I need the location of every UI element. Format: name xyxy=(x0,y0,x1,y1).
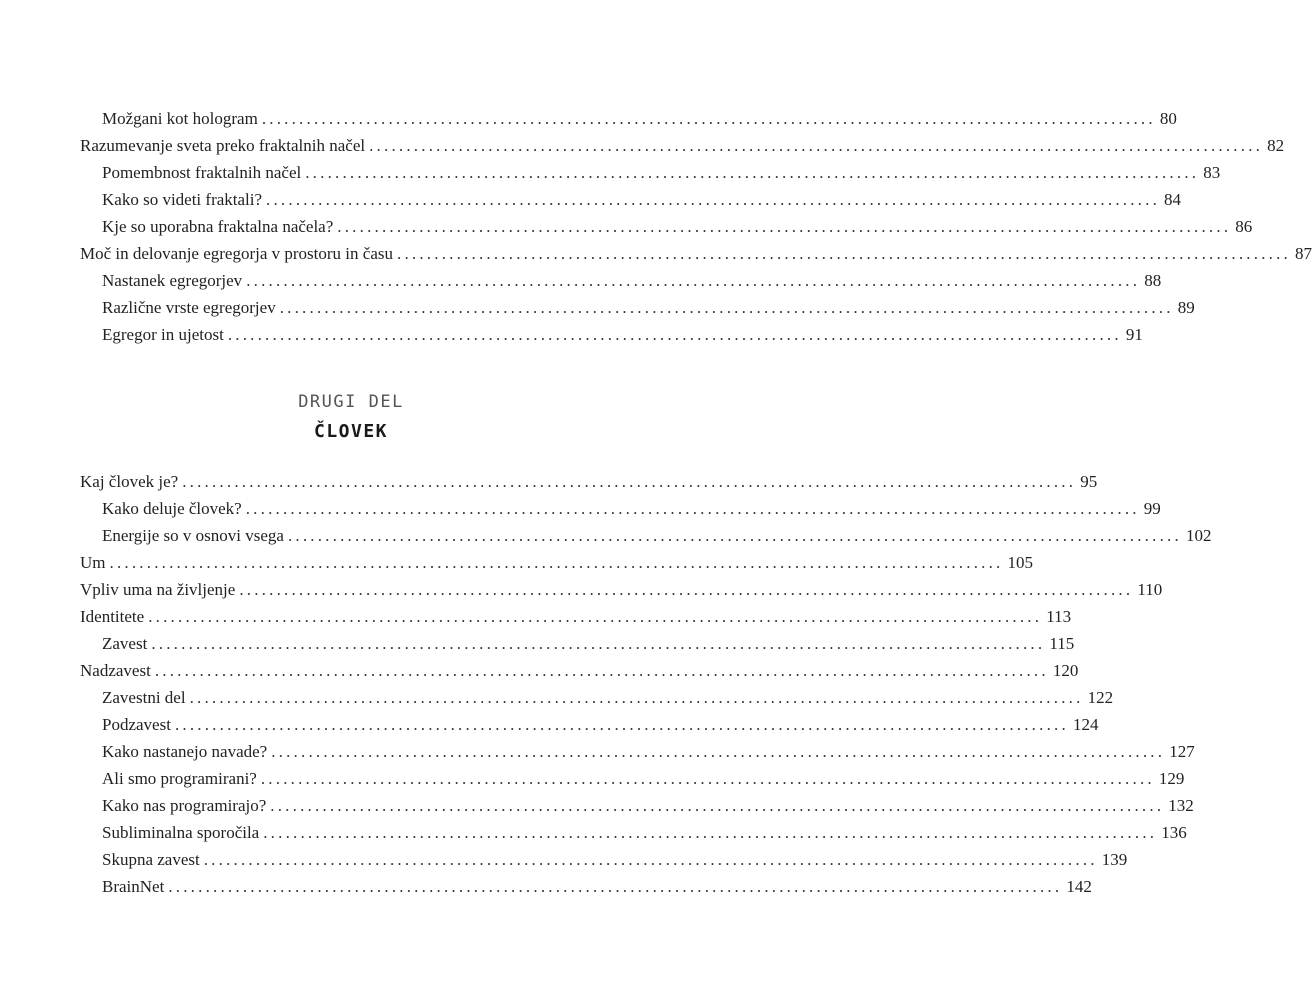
toc-entry[interactable] xyxy=(80,603,1072,630)
toc-entry-page: 99 xyxy=(1143,499,1161,518)
toc-entry-title: Razumevanje sveta preko fraktalnih načel xyxy=(80,136,366,155)
toc-entry[interactable] xyxy=(102,186,1182,213)
toc-entry[interactable] xyxy=(102,522,1212,549)
toc-entry-title: Kje so uporabna fraktalna načela? xyxy=(102,217,334,236)
toc-leader-dots: ........................................................................................................................ xyxy=(154,661,1049,680)
toc-leader-dots: ........................................................................................................................ xyxy=(261,109,1156,128)
toc-leader-dots: ........................................................................................................................ xyxy=(182,472,1077,491)
toc-entry-title: Kako so videti fraktali? xyxy=(102,190,263,209)
toc-leader-dots: ........................................................................................................................ xyxy=(189,688,1084,707)
toc-entry[interactable] xyxy=(102,819,1187,846)
toc-entry[interactable] xyxy=(102,267,1162,294)
toc-entry-title: Egregor in ujetost xyxy=(102,325,224,344)
toc-entry[interactable] xyxy=(102,159,1221,186)
toc-entry[interactable] xyxy=(102,765,1185,792)
toc-entry-title: Različne vrste egregorjev xyxy=(102,298,276,317)
toc-entry-page: 91 xyxy=(1125,325,1143,344)
toc-entry-title: Kako deluje človek? xyxy=(102,499,242,518)
toc-leader-dots: ........................................................................................................................ xyxy=(109,553,1004,572)
toc-entry-page: 102 xyxy=(1185,526,1212,545)
toc-entry-page: 110 xyxy=(1137,580,1163,599)
toc-leader-dots: ........................................................................................................................ xyxy=(168,877,1063,896)
toc-entry-page: 127 xyxy=(1169,742,1195,761)
toc-entry[interactable] xyxy=(102,495,1161,522)
toc-entry[interactable] xyxy=(102,105,1177,132)
toc-leader-dots: ........................................................................................................................ xyxy=(239,580,1134,599)
toc-entry-title: BrainNet xyxy=(102,877,165,896)
toc-entry[interactable] xyxy=(80,549,1033,576)
toc-entry[interactable] xyxy=(102,846,1128,873)
toc-leader-dots: ........................................................................................................................ xyxy=(287,526,1182,545)
toc-entry-page: 136 xyxy=(1161,823,1187,842)
toc-entry-page: 120 xyxy=(1052,661,1079,680)
toc-leader-dots: ........................................................................................................................ xyxy=(151,634,1046,653)
toc-entry-page: 122 xyxy=(1087,688,1114,707)
toc-entry-page: 82 xyxy=(1267,136,1285,155)
toc-entry[interactable] xyxy=(102,630,1075,657)
toc-entry[interactable] xyxy=(80,576,1163,603)
toc-leader-dots: ........................................................................................................................ xyxy=(245,499,1140,518)
toc-entry-title: Kako nastanejo navade? xyxy=(102,742,268,761)
toc-leader-dots: ........................................................................................................................ xyxy=(266,190,1161,209)
toc-entry-title: Nadzavest xyxy=(80,661,151,680)
toc-entry-page: 80 xyxy=(1159,109,1177,128)
toc-entry-page: 87 xyxy=(1295,244,1312,263)
toc-entry-page: 83 xyxy=(1203,163,1221,182)
toc-entry-page: 139 xyxy=(1101,850,1128,869)
toc-entry-page: 88 xyxy=(1144,271,1162,290)
toc-leader-dots: ........................................................................................................................ xyxy=(174,715,1069,734)
toc-leader-dots: ........................................................................................................................ xyxy=(279,298,1174,317)
toc-leader-dots: ........................................................................................................................ xyxy=(148,607,1043,626)
toc-entry-title: Pomembnost fraktalnih načel xyxy=(102,163,302,182)
toc-leader-dots: ........................................................................................................................ xyxy=(337,217,1232,236)
toc-entry[interactable] xyxy=(102,213,1253,240)
toc-entry-title: Podzavest xyxy=(102,715,171,734)
toc-entry-page: 115 xyxy=(1049,634,1075,653)
toc-leader-dots: ........................................................................................................................ xyxy=(271,742,1166,761)
toc-entry[interactable] xyxy=(80,468,1098,495)
toc-entry[interactable] xyxy=(80,132,1285,159)
toc-entry[interactable] xyxy=(102,294,1195,321)
toc-leader-dots: ........................................................................................................................ xyxy=(305,163,1200,182)
toc-entry[interactable] xyxy=(102,792,1194,819)
toc-entry-title: Skupna zavest xyxy=(102,850,200,869)
toc-entry-title: Nastanek egregorjev xyxy=(102,271,243,290)
toc-entry-page: 113 xyxy=(1046,607,1072,626)
toc-entry-page: 142 xyxy=(1066,877,1092,896)
toc-leader-dots: ........................................................................................................................ xyxy=(263,823,1158,842)
toc-entry-title: Možgani kot hologram xyxy=(102,109,258,128)
toc-entry-page: 95 xyxy=(1080,472,1098,491)
toc-entry-title: Zavestni del xyxy=(102,688,186,707)
toc-entry-title: Zavest xyxy=(102,634,148,653)
toc-entry-title: Ali smo programirani? xyxy=(102,769,257,788)
toc-leader-dots: ........................................................................................................................ xyxy=(246,271,1141,290)
part-title: ČLOVEK xyxy=(313,421,389,442)
toc-entry-page: 105 xyxy=(1007,553,1033,572)
toc-leader-dots: ........................................................................................................................ xyxy=(397,244,1291,263)
toc-entry-title: Um xyxy=(80,553,106,572)
toc-entry-title: Subliminalna sporočila xyxy=(102,823,260,842)
toc-entry-title: Moč in delovanje egregorja v prostoru in času xyxy=(80,244,393,263)
toc-entry-title: Energije so v osnovi vsega xyxy=(102,526,284,545)
toc-entry[interactable] xyxy=(102,873,1092,900)
toc-entry-page: 132 xyxy=(1168,796,1194,815)
toc-leader-dots: ........................................................................................................................ xyxy=(227,325,1122,344)
toc-leader-dots: ........................................................................................................................ xyxy=(270,796,1165,815)
toc-entry[interactable] xyxy=(102,738,1195,765)
toc-entry[interactable] xyxy=(102,684,1114,711)
toc-leader-dots: ........................................................................................................................ xyxy=(203,850,1098,869)
toc-entry-page: 129 xyxy=(1158,769,1185,788)
toc-entry-page: 89 xyxy=(1177,298,1195,317)
toc-leader-dots: ........................................................................................................................ xyxy=(260,769,1155,788)
toc-entry-page: 84 xyxy=(1164,190,1182,209)
toc-entry-page: 124 xyxy=(1072,715,1099,734)
part-label: DRUGI DEL xyxy=(298,392,404,412)
toc-entry[interactable] xyxy=(80,240,1312,267)
toc-entry-page: 86 xyxy=(1235,217,1253,236)
toc-entry-title: Kako nas programirajo? xyxy=(102,796,267,815)
toc-entry-title: Identitete xyxy=(80,607,145,626)
toc-entry[interactable] xyxy=(102,321,1143,348)
toc-entry-title: Kaj človek je? xyxy=(80,472,179,491)
toc-leader-dots: ........................................................................................................................ xyxy=(369,136,1264,155)
toc-entry[interactable] xyxy=(102,711,1099,738)
toc-entry-title: Vpliv uma na življenje xyxy=(80,580,236,599)
toc-entry[interactable] xyxy=(80,657,1079,684)
